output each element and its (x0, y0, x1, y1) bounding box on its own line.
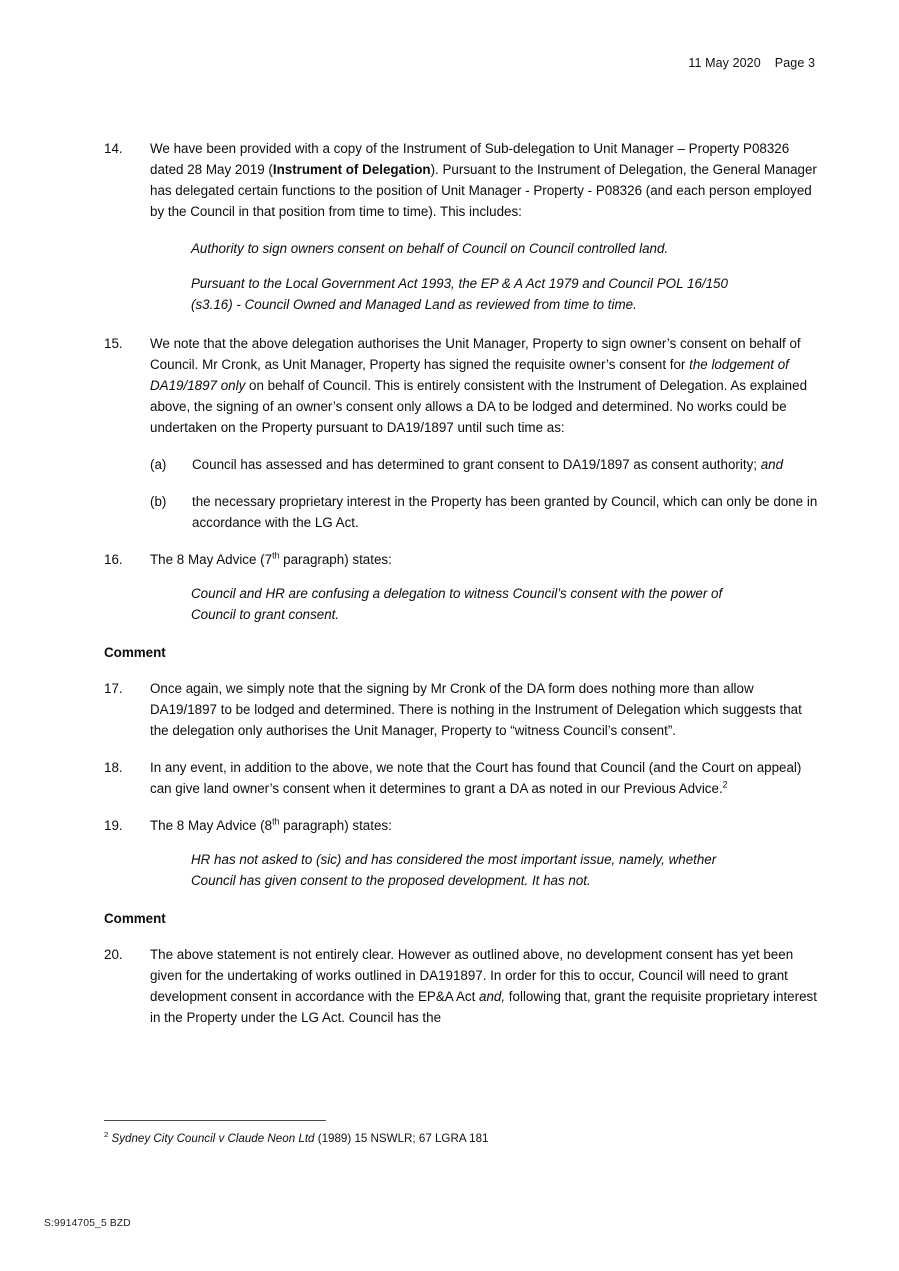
header-date: 11 May 2020 (688, 56, 761, 70)
paragraph-16-number: 16. (104, 552, 123, 567)
header-page-number: Page 3 (774, 56, 815, 70)
sub-item-b-marker: (b) (150, 494, 167, 509)
paragraph-18 (104, 757, 819, 799)
footnote-2-citation: (1989) 15 NSWLR; 67 LGRA 181 (314, 1132, 489, 1145)
paragraph-19-text-part2: paragraph) states: (279, 818, 392, 833)
paragraph-20-italic-and: and, (479, 989, 506, 1004)
paragraph-14-number: 14. (104, 141, 123, 156)
comment-heading-2: Comment (104, 911, 166, 926)
paragraph-14-text-part2: ). Pursuant to the Instrument of Delegation, the General Manager has delegated certain functions to the position of Unit Manager - Property - P08326 (and each person employed by the Council in that position from time to time). This includes: (150, 162, 817, 219)
paragraph-14 (104, 138, 819, 222)
quote-19: HR has not asked to (sic) and has considered the most important issue, namely, whether Council has given consent to the proposed development. It has not. (191, 852, 717, 888)
footnote-2-marker: 2 (104, 1130, 109, 1140)
paragraph-15-number: 15. (104, 336, 123, 351)
paragraph-15 (104, 333, 819, 438)
paragraph-18-number: 18. (104, 760, 123, 775)
paragraph-14-text-part1: We have been provided with a copy of the Instrument of Sub-delegation to Unit Manager – Property P08326 dated 28 May 2019 ( (150, 141, 790, 177)
paragraph-19-text (150, 815, 819, 836)
quote-14-b: Pursuant to the Local Government Act 1993, the EP & A Act 1979 and Council POL 16/150 (s3.16) - Council Owned and Managed Land as reviewed from time to time. (191, 276, 728, 312)
sub-item-a-marker: (a) (150, 457, 167, 472)
paragraph-16-text-part1: The 8 May Advice (7 (150, 552, 273, 567)
sub-item-a-text-part1: Council has assessed and has determined to grant consent to DA19/1897 as consent authority; (192, 457, 761, 472)
paragraph-17-text: Once again, we simply note that the signing by Mr Cronk of the DA form does nothing more than allow DA19/1897 to be lodged and determined. There is nothing in the Instrument of Delegation which suggests that the delegation only authorises the Unit Manager, Property to “witness Council’s consent”. (150, 681, 802, 738)
footnote-reference-2: 2 (722, 779, 728, 790)
paragraph-15-text-part1: We note that the above delegation authorises the Unit Manager, Property to sign owner’s consent on behalf of Council. Mr Cronk, as Unit Manager, Property has signed the requisite owner’s consent for (150, 336, 801, 372)
paragraph-20-text-part1: The above statement is not entirely clear. However as outlined above, no development consent has yet been given for the undertaking of works outlined in DA191897. In order for this to occur, Council will need to grant development consent in accordance with the EP&A Act (150, 947, 794, 1004)
paragraph-20-number: 20. (104, 947, 123, 962)
quote-14-a: Authority to sign owners consent on behalf of Council on Council controlled land. (191, 241, 669, 256)
paragraph-17 (104, 678, 819, 741)
footnote-area (104, 1120, 819, 1147)
paragraph-17-number: 17. (104, 681, 123, 696)
sub-item-a-italic-and: and (760, 457, 784, 472)
paragraph-19-text-part1: The 8 May Advice (8 (150, 818, 273, 833)
footnote-2-case-name: Sydney City Council v Claude Neon Ltd (111, 1132, 315, 1145)
paragraph-20-text-part2: following that, grant the requisite proprietary interest in the Property under the LG Act. Council has the (150, 989, 817, 1025)
paragraph-14-text (150, 138, 819, 222)
comment-heading-1: Comment (104, 645, 166, 660)
footnote-separator-rule (104, 1120, 326, 1121)
paragraph-19-number: 19. (104, 818, 123, 833)
paragraph-15-text (150, 333, 819, 438)
page-header (688, 56, 815, 70)
sub-item-a (104, 454, 819, 475)
quote-block-14 (104, 238, 819, 315)
paragraph-15-text-part2: on behalf of Council. This is entirely consistent with the Instrument of Delegation. As explained above, the signing of an owner’s consent only allows a DA to be lodged and determined. No works could be undertaken on the Property pursuant to DA19/1897 until such time as: (150, 378, 808, 435)
paragraph-20 (104, 944, 819, 1028)
paragraph-18-text-part1: In any event, in addition to the above, we note that the Court has found that Council (and the Court on appeal) can give land owner’s consent when it determines to grant a DA as noted in our Previous Advice. (150, 760, 802, 796)
footnote-2 (104, 1131, 819, 1147)
quote-16: Council and HR are confusing a delegation to witness Council’s consent with the power of Council to grant consent. (191, 586, 723, 622)
sub-item-a-text (192, 454, 819, 475)
sub-item-b (104, 491, 819, 533)
sub-item-b-text: the necessary proprietary interest in the Property has been granted by Council, which can only be done in accordance with the LG Act. (192, 494, 818, 530)
lodgement-italic-term: the lodgement of DA19/1897 only (150, 357, 789, 393)
paragraph-18-text (150, 757, 819, 799)
paragraph-16-ordinal-suffix: th (272, 550, 280, 561)
paragraph-20-text (150, 944, 819, 1028)
instrument-of-delegation-term: Instrument of Delegation (272, 162, 431, 177)
document-body (104, 138, 819, 1044)
paragraph-16 (104, 549, 819, 570)
paragraph-19-ordinal-suffix: th (272, 816, 280, 827)
paragraph-16-text (150, 549, 819, 570)
paragraph-19 (104, 815, 819, 836)
paragraph-16-text-part2: paragraph) states: (279, 552, 392, 567)
page-footer-reference: S:9914705_5 BZD (44, 1218, 131, 1229)
